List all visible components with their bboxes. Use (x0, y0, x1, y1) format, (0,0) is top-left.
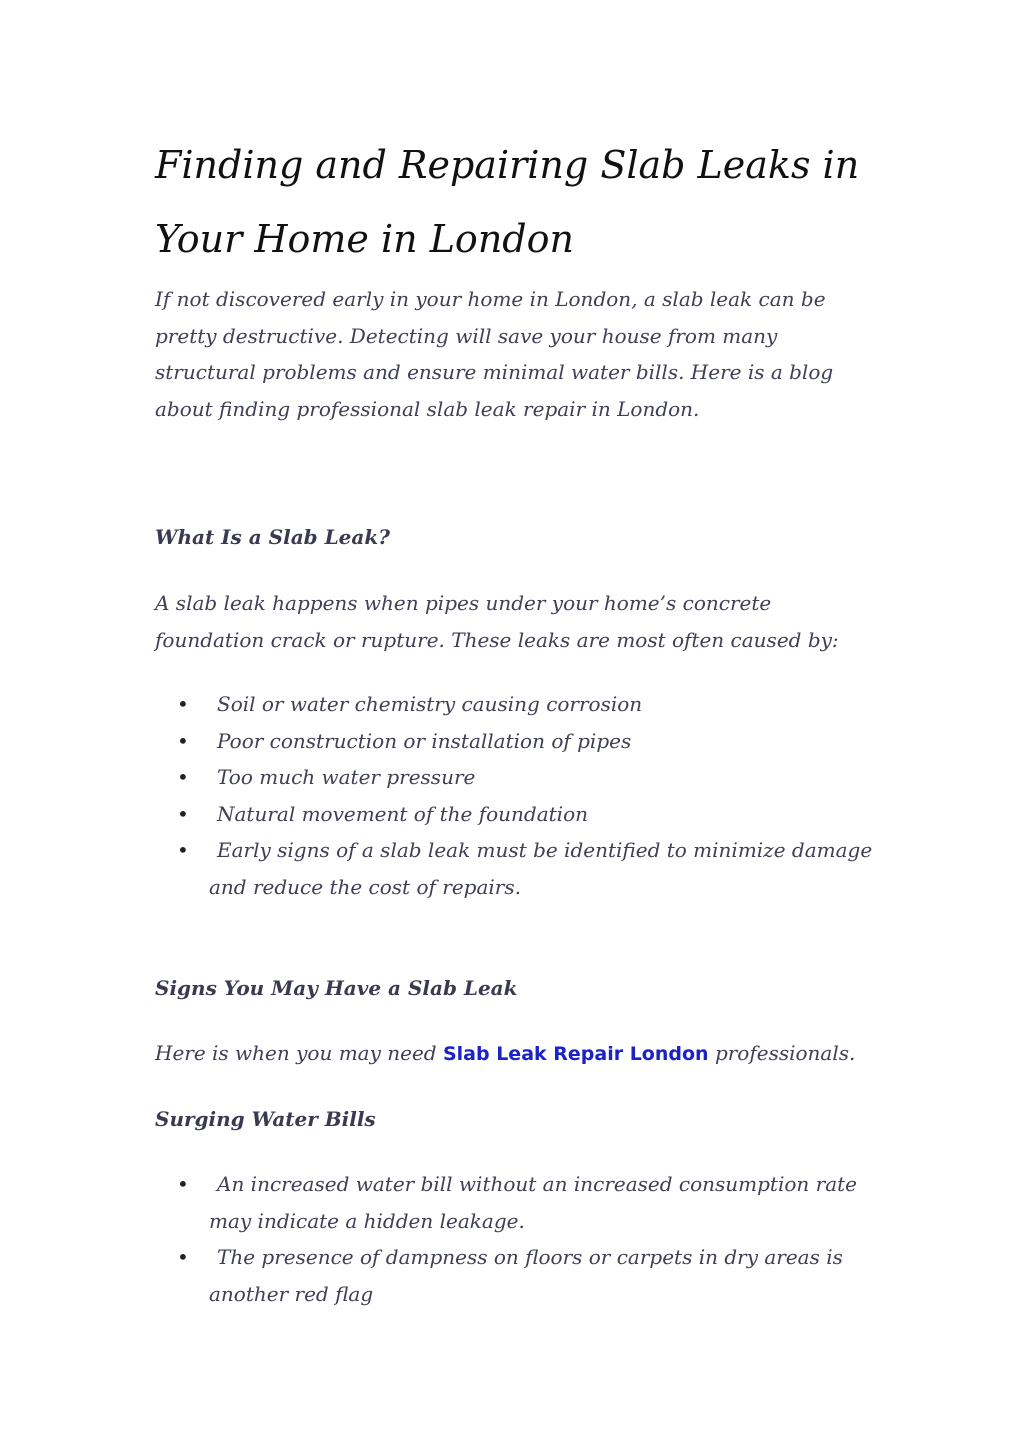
section-heading-signs: Signs You May Have a Slab Leak (155, 976, 518, 1000)
section-heading-what-is: What Is a Slab Leak? (155, 525, 390, 549)
list-item: • Too much water pressure (155, 759, 875, 796)
section-heading-water-bills: Surging Water Bills (155, 1107, 376, 1131)
page-title: Finding and Repairing Slab Leaks in Your Home in London (155, 143, 860, 261)
water-bills-list (155, 1166, 875, 1312)
intro-paragraph: If not discovered early in your home in London, a slab leak can be pretty destructive. Detecting will save your house from many structural problems and ensure minimal water bills. Here is a blog about finding professional slab leak repair in London. (155, 287, 834, 421)
signs-paragraph (155, 1035, 870, 1073)
signs-text-after: professionals. (714, 1041, 856, 1065)
slab-leak-repair-link[interactable]: Slab Leak Repair London (442, 1043, 709, 1065)
list-item: • Natural movement of the foundation (155, 796, 875, 833)
list-item: • The presence of dampness on floors or carpets in dry areas is another red flag (155, 1239, 875, 1312)
causes-list (155, 686, 875, 905)
signs-text-before: Here is when you may need (155, 1041, 437, 1065)
list-item: • Poor construction or installation of pipes (155, 723, 875, 760)
list-item: • An increased water bill without an increased consumption rate may indicate a hidden leakage. (155, 1166, 875, 1239)
list-item: • Soil or water chemistry causing corrosion (155, 686, 875, 723)
slab-leak-definition: A slab leak happens when pipes under your home’s concrete foundation crack or rupture. These leaks are most often caused by: (155, 591, 839, 652)
list-item: • Early signs of a slab leak must be identified to minimize damage and reduce the cost of repairs. (155, 832, 875, 905)
